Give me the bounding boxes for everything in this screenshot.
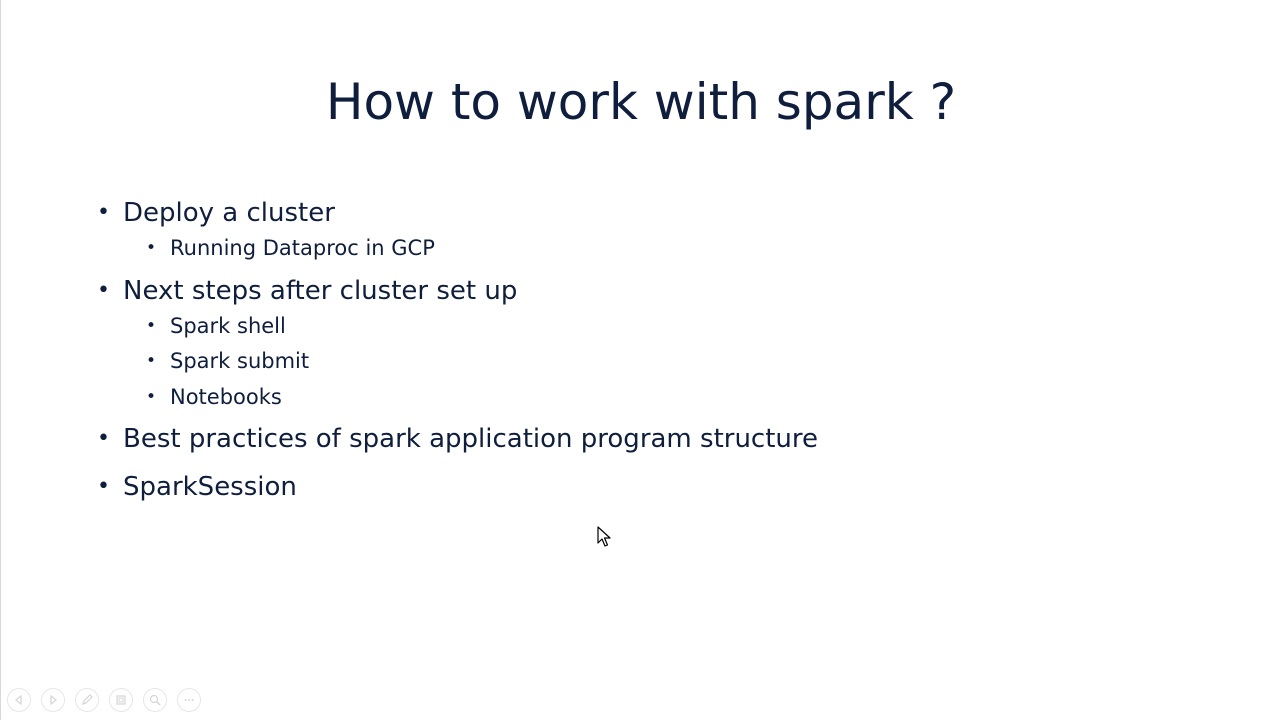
- more-options-button[interactable]: [177, 688, 201, 712]
- previous-slide-button[interactable]: [7, 688, 31, 712]
- bullet-list: [97, 196, 818, 508]
- see-all-slides-button[interactable]: [109, 688, 133, 712]
- slides-grid-icon: [114, 693, 128, 707]
- sub-bullet-notebooks: • Notebooks: [97, 383, 818, 411]
- bullet-sparksession: • SparkSession: [97, 470, 818, 504]
- bullet-deploy-cluster: • Deploy a cluster: [97, 196, 818, 230]
- previous-icon: [12, 693, 26, 707]
- presentation-controls: [7, 688, 201, 714]
- more-options-icon: [182, 693, 196, 707]
- sub-bullet-spark-shell: • Spark shell: [97, 312, 818, 340]
- pen-tool-button[interactable]: [75, 688, 99, 712]
- zoom-icon: [148, 693, 162, 707]
- pen-icon: [80, 693, 94, 707]
- bullet-next-steps: • Next steps after cluster set up: [97, 274, 818, 308]
- next-slide-button[interactable]: [41, 688, 65, 712]
- sub-bullet-running-dataproc: • Running Dataproc in GCP: [97, 234, 818, 262]
- next-icon: [46, 693, 60, 707]
- sub-bullet-spark-submit: • Spark submit: [97, 347, 818, 375]
- slide-title: How to work with spark ?: [325, 73, 957, 131]
- bullet-best-practices: • Best practices of spark application program structure: [97, 422, 818, 456]
- mouse-cursor-icon: [597, 526, 611, 548]
- zoom-button[interactable]: [143, 688, 167, 712]
